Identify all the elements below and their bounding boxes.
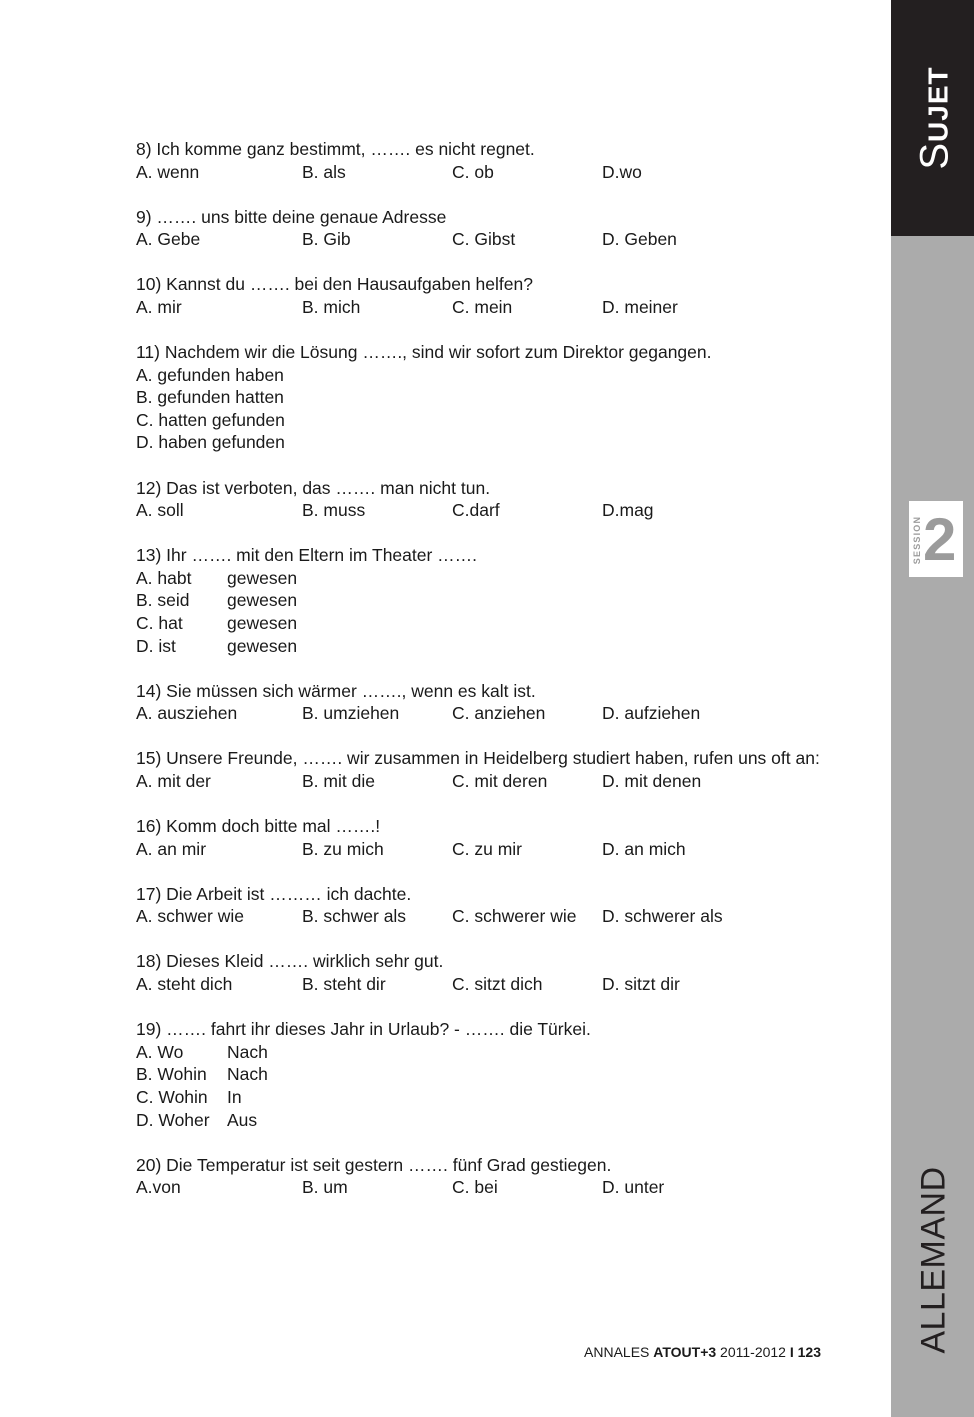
answer-option: D. mit denen — [602, 770, 702, 791]
answer-option-word: Nach — [227, 1064, 268, 1085]
answer-option: C. hatten gefunden — [136, 409, 285, 430]
question-text: 9) ……. uns bitte deine genaue Adresse — [136, 206, 447, 227]
answer-options — [136, 228, 836, 251]
question-list — [136, 138, 836, 1221]
answer-option: C. zu mir — [452, 838, 522, 859]
footer-brand: ATOUT+3 — [653, 1344, 717, 1360]
question-block — [136, 747, 836, 792]
answer-option: D. an mich — [602, 838, 686, 859]
answer-option — [136, 635, 836, 658]
answer-option — [136, 1086, 836, 1109]
session-label: SESSION — [912, 515, 922, 565]
question-block — [136, 1018, 836, 1131]
answer-options — [136, 770, 836, 793]
question-block — [136, 273, 836, 318]
question-text: 16) Komm doch bitte mal …….! — [136, 816, 381, 837]
answer-option: B. Gib — [302, 229, 351, 250]
answer-option: A. mir — [136, 296, 182, 317]
answer-option: C. mein — [452, 296, 513, 317]
answer-option: D. Geben — [602, 229, 677, 250]
question-text: 12) Das ist verboten, das ……. man nicht tun. — [136, 477, 491, 498]
answer-option: C.darf — [452, 500, 500, 521]
question-text: 10) Kannst du ……. bei den Hausaufgaben helfen? — [136, 274, 533, 295]
question-block — [136, 138, 836, 183]
footer-annales: ANNALES — [584, 1344, 650, 1360]
answer-option: C. bei — [452, 1177, 498, 1198]
answer-options — [136, 1176, 836, 1199]
answer-option-word: gewesen — [227, 590, 298, 611]
answer-option — [136, 1109, 836, 1132]
answer-options — [136, 838, 836, 861]
answer-option-letter: C. hat — [136, 613, 183, 633]
answer-option-letter: D. ist — [136, 635, 176, 656]
answer-options — [136, 973, 836, 996]
question-block — [136, 544, 836, 657]
answer-options — [136, 161, 836, 184]
question-text: 11) Nachdem wir die Lösung ……., sind wir sofort zum Direktor gegangen. — [136, 342, 712, 363]
answer-option-word: gewesen — [227, 635, 298, 656]
question-text: 20) Die Temperatur ist seit gestern ……. fünf Grad gestiegen. — [136, 1154, 612, 1175]
answer-option: A. mit der — [136, 770, 211, 791]
question-block — [136, 883, 836, 928]
answer-option: B. gefunden hatten — [136, 387, 284, 408]
question-block — [136, 815, 836, 860]
answer-option: A. an mir — [136, 838, 207, 859]
question-text: 14) Sie müssen sich wärmer ……., wenn es kalt ist. — [136, 680, 536, 701]
question-text: 8) Ich komme ganz bestimmt, ……. es nicht regnet. — [136, 139, 535, 159]
question-text: 17) Die Arbeit ist ……… ich dachte. — [136, 883, 412, 904]
answer-options — [136, 296, 836, 319]
answer-option: B. als — [302, 161, 346, 182]
answer-option-letter: B. seid — [136, 590, 190, 611]
sujet-heading — [913, 66, 958, 169]
answer-option: B. mich — [302, 296, 361, 317]
answer-option: D. haben gefunden — [136, 432, 285, 453]
question-block — [136, 1154, 836, 1199]
answer-option: B. umziehen — [302, 703, 400, 724]
sujet-rest: UJET — [922, 66, 954, 142]
answer-option-letter: A. habt — [136, 567, 192, 588]
answer-option-word: Aus — [227, 1109, 258, 1130]
question-text: 13) Ihr ……. mit den Eltern im Theater ……. — [136, 545, 478, 566]
answer-option: A.von — [136, 1177, 181, 1198]
answer-option — [136, 1063, 836, 1086]
answer-options — [136, 702, 836, 725]
answer-option: C. ob — [452, 161, 494, 182]
question-block — [136, 206, 836, 251]
answer-option — [136, 612, 836, 635]
question-block — [136, 950, 836, 995]
answer-option: D. unter — [602, 1177, 665, 1198]
question-text: 15) Unsere Freunde, ……. wir zusammen in Heidelberg studiert haben, rufen uns oft an: — [136, 748, 820, 769]
answer-option: A. wenn — [136, 161, 200, 182]
answer-option: C. mit deren — [452, 770, 548, 791]
answer-option: C. anziehen — [452, 703, 546, 724]
answer-option: A. schwer wie — [136, 906, 244, 927]
answer-option: C. Gibst — [452, 229, 516, 250]
answer-option: A. soll — [136, 500, 184, 521]
answer-option: C. sitzt dich — [452, 974, 543, 995]
question-block — [136, 341, 836, 454]
answer-option: A. gefunden haben — [136, 364, 284, 385]
answer-option — [136, 567, 836, 590]
answer-options — [136, 499, 836, 522]
session-number: 2 — [923, 506, 957, 573]
sujet-initial: S — [912, 141, 957, 170]
footer-years: 2011-2012 — [720, 1344, 786, 1360]
answer-option: D. sitzt dir — [602, 974, 680, 995]
answer-option-word: gewesen — [227, 567, 298, 588]
answer-option: B. schwer als — [302, 906, 407, 927]
answer-option: B. muss — [302, 500, 366, 521]
question-text: 19) ……. fahrt ihr dieses Jahr in Urlaub? - ……. die Türkei. — [136, 1019, 591, 1040]
answer-option: D. schwerer als — [602, 906, 723, 927]
answer-option-letter: A. Wo — [136, 1041, 184, 1062]
answer-option-word: gewesen — [227, 613, 298, 633]
question-text: 18) Dieses Kleid ……. wirklich sehr gut. — [136, 951, 444, 972]
answer-option — [136, 589, 836, 612]
answer-option-letter: C. Wohin — [136, 1086, 208, 1107]
answer-option-word: In — [227, 1086, 242, 1107]
answer-option: B. zu mich — [302, 838, 384, 859]
answer-option: D.mag — [602, 500, 654, 521]
answer-option-word: Nach — [227, 1041, 268, 1062]
answer-option: C. schwerer wie — [452, 906, 577, 927]
answer-option: D.wo — [602, 161, 642, 182]
answer-option — [136, 1041, 836, 1064]
answer-option-letter: D. Woher — [136, 1109, 210, 1130]
question-block — [136, 477, 836, 522]
question-block — [136, 680, 836, 725]
answer-options — [136, 905, 836, 928]
page-footer — [584, 1344, 821, 1360]
subject-label: ALLEMAND — [914, 1166, 953, 1354]
answer-option-letter: B. Wohin — [136, 1064, 207, 1085]
answer-option: A. steht dich — [136, 974, 233, 995]
answer-option: D. meiner — [602, 296, 678, 317]
footer-separator: I — [789, 1344, 794, 1360]
footer-page-number: 123 — [797, 1344, 821, 1360]
answer-option: A. Gebe — [136, 229, 201, 250]
answer-option: D. aufziehen — [602, 703, 701, 724]
answer-option: B. um — [302, 1177, 348, 1198]
answer-option: A. ausziehen — [136, 703, 238, 724]
answer-option: B. mit die — [302, 770, 375, 791]
answer-option: B. steht dir — [302, 974, 386, 995]
